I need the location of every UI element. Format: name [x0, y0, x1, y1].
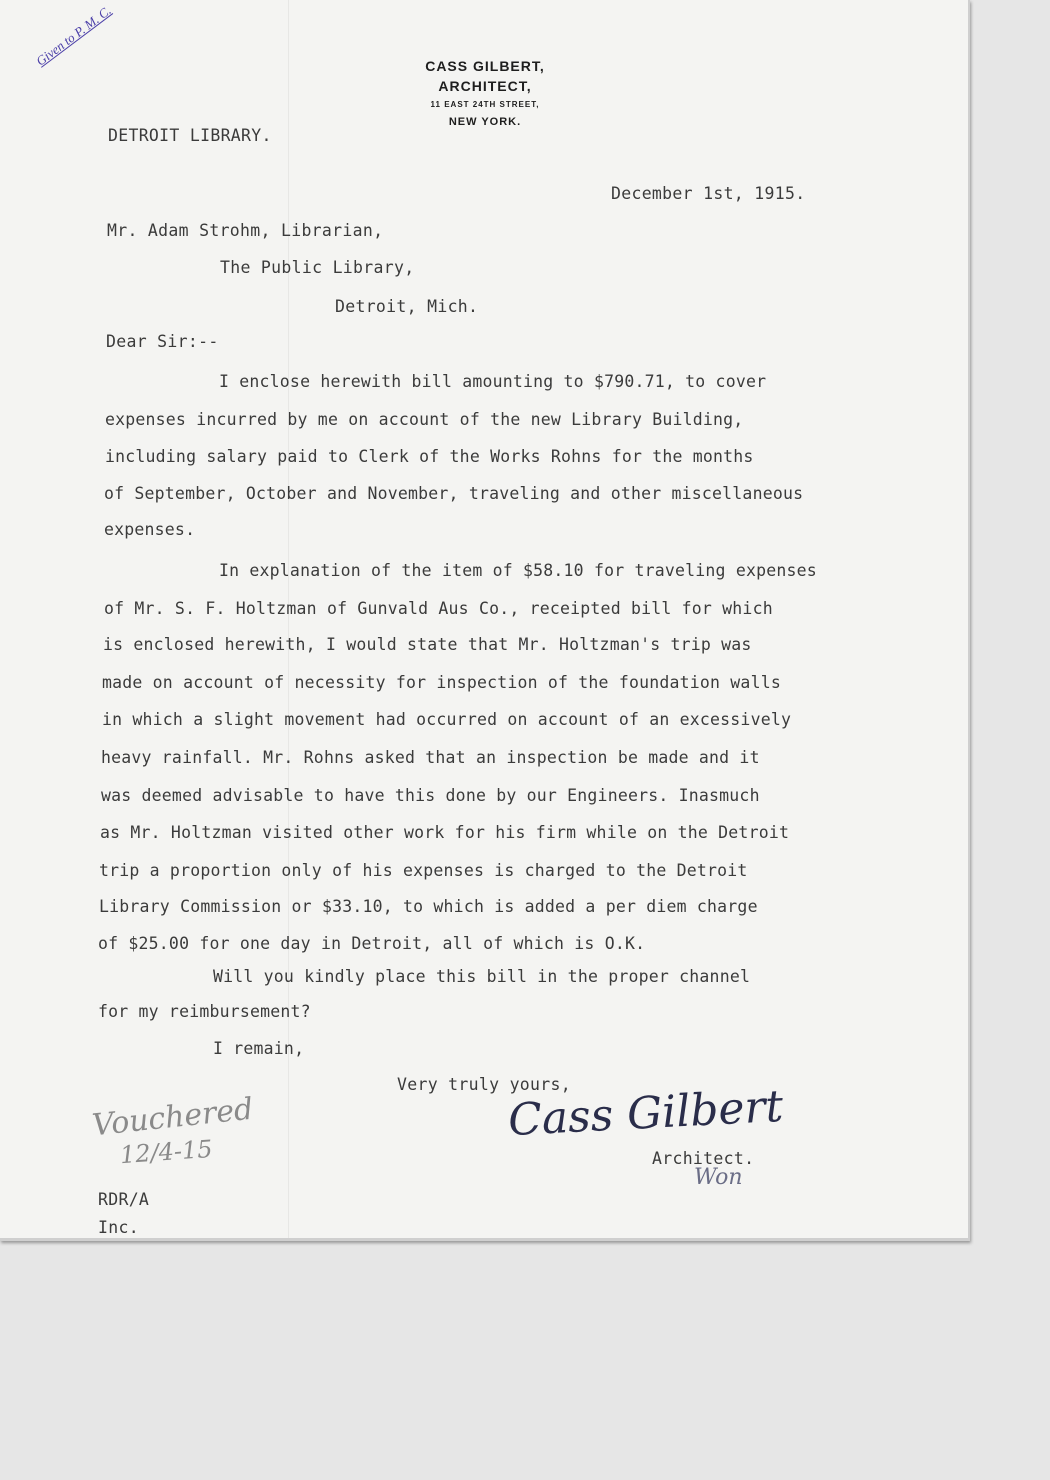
letterhead-street: 11 EAST 24TH STREET,	[430, 100, 540, 109]
body-line: In explanation of the item of $58.10 for traveling expenses	[219, 561, 817, 580]
body-line: trip a proportion only of his expenses is charged to the Detroit	[99, 861, 748, 880]
body-line: expenses.	[104, 520, 196, 539]
body-line: of $25.00 for one day in Detroit, all of which is O.K.	[98, 934, 646, 953]
body-line: of September, October and November, traveling and other miscellaneous	[104, 484, 804, 503]
letter-date: December 1st, 1915.	[611, 184, 806, 203]
body-line: made on account of necessity for inspection of the foundation walls	[102, 673, 781, 692]
body-line: of Mr. S. F. Holtzman of Gunvald Aus Co., receipted bill for which	[104, 599, 773, 618]
body-line: expenses incurred by me on account of the new Library Building,	[105, 410, 744, 429]
signature-title: Architect.	[652, 1149, 755, 1168]
body-line: for my reimbursement?	[98, 1002, 311, 1021]
signature: Cass Gilbert	[506, 1080, 785, 1147]
addressee-line-1: Mr. Adam Strohm, Librarian,	[107, 221, 384, 240]
signature-note: Won	[694, 1165, 743, 1190]
addressee-line-3: Detroit, Mich.	[335, 297, 479, 316]
body-line: I enclose herewith bill amounting to $790.71, to cover	[219, 372, 767, 391]
body-line: Will you kindly place this bill in the proper channel	[213, 967, 751, 986]
body-line: is enclosed herewith, I would state that Mr. Holtzman's trip was	[103, 635, 752, 654]
body-line: in which a slight movement had occurred on account of an excessively	[102, 710, 792, 729]
closing: Very truly yours,	[397, 1075, 571, 1094]
voucher-annotation: Vouchered	[90, 1091, 255, 1144]
reference-enclosure: Inc.	[98, 1218, 139, 1237]
body-line: was deemed advisable to have this done by our Engineers. Inasmuch	[101, 786, 760, 805]
reference-initials: RDR/A	[98, 1190, 150, 1209]
body-line: Library Commission or $33.10, to which is added a per diem charge	[99, 897, 758, 916]
addressee-line-2: The Public Library,	[220, 258, 415, 277]
letterhead	[380, 56, 590, 130]
routing-stamp: Given to P. M. C.	[33, 2, 114, 69]
body-line: I remain,	[213, 1039, 305, 1058]
body-line: heavy rainfall. Mr. Rohns asked that an inspection be made and it	[101, 748, 760, 767]
letterhead-name: CASS GILBERT,	[425, 58, 545, 74]
letterhead-title: ARCHITECT,	[438, 78, 532, 94]
file-label: DETROIT LIBRARY.	[108, 126, 272, 145]
letterhead-city: NEW YORK.	[448, 116, 522, 128]
body-line: including salary paid to Clerk of the Works Rohns for the months	[105, 447, 754, 466]
salutation: Dear Sir:--	[106, 332, 219, 351]
voucher-date: 12/4-15	[119, 1134, 214, 1170]
body-line: as Mr. Holtzman visited other work for his firm while on the Detroit	[100, 823, 790, 842]
